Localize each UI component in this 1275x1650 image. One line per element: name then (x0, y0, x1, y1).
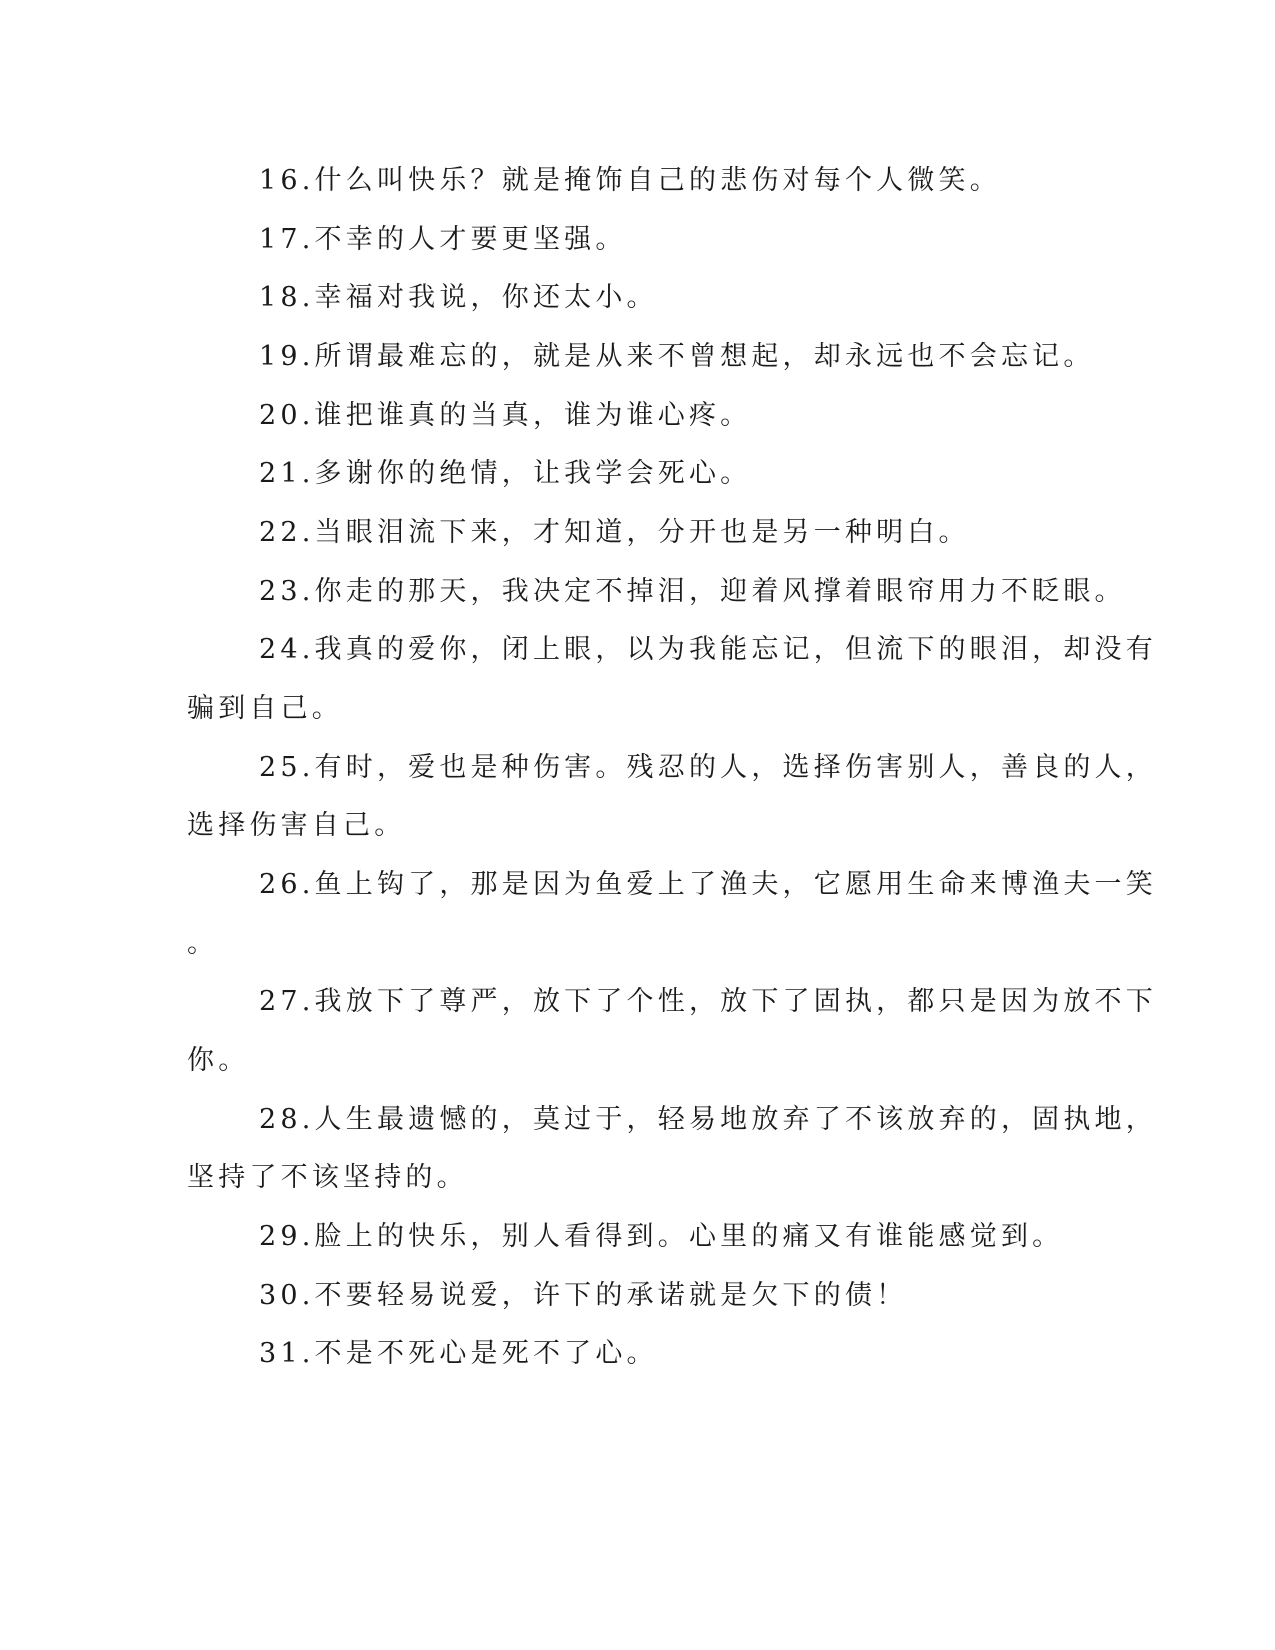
quote-line-25-continued: 选择伤害自己。 (187, 810, 406, 841)
quote-line-16: 16.什么叫快乐？就是掩饰自己的悲伤对每个人微笑。 (259, 165, 1001, 196)
quote-line-24: 24.我真的爱你，闭上眼，以为我能忘记，但流下的眼泪，却没有 (259, 634, 1157, 665)
quote-line-30: 30.不要轻易说爱，许下的承诺就是欠下的债！ (259, 1280, 908, 1311)
quote-line-31: 31.不是不死心是死不了心。 (259, 1338, 658, 1369)
quote-line-23: 23.你走的那天，我决定不掉泪，迎着风撑着眼帘用力不眨眼。 (259, 576, 1126, 607)
quote-line-17: 17.不幸的人才要更坚强。 (259, 224, 627, 255)
quote-line-24-continued: 骗到自己。 (187, 693, 343, 724)
quote-line-27-continued: 你。 (187, 1045, 250, 1076)
quote-line-20: 20.谁把谁真的当真，谁为谁心疼。 (259, 400, 752, 431)
quote-line-18: 18.幸福对我说，你还太小。 (259, 282, 658, 313)
quote-line-28-continued: 坚持了不该坚持的。 (187, 1162, 468, 1193)
quote-line-26: 26.鱼上钩了，那是因为鱼爱上了渔夫，它愿用生命来博渔夫一笑 (259, 869, 1157, 900)
quote-line-26-continued: 。 (187, 928, 219, 959)
quote-line-21: 21.多谢你的绝情，让我学会死心。 (259, 458, 752, 489)
quote-line-27: 27.我放下了尊严，放下了个性，放下了固执，都只是因为放不下 (259, 986, 1157, 1017)
quote-line-25: 25.有时，爱也是种伤害。残忍的人，选择伤害别人，善良的人， (259, 752, 1157, 783)
quote-line-22: 22.当眼泪流下来，才知道，分开也是另一种明白。 (259, 517, 970, 548)
quote-line-19: 19.所谓最难忘的，就是从来不曾想起，却永远也不会忘记。 (259, 341, 1095, 372)
quote-line-28: 28.人生最遗憾的，莫过于，轻易地放弃了不该放弃的，固执地， (259, 1104, 1157, 1135)
quote-line-29: 29.脸上的快乐，别人看得到。心里的痛又有谁能感觉到。 (259, 1221, 1064, 1252)
